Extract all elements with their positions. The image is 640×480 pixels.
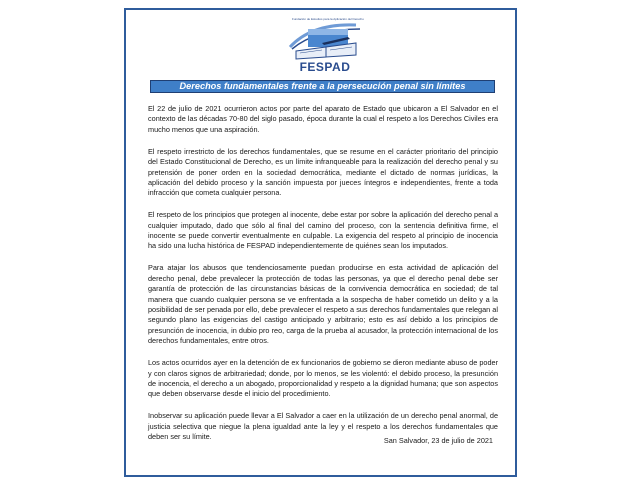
document-frame xyxy=(124,8,517,477)
paragraph-5: Los actos ocurridos ayer en la detención de ex funcionarios de gobierno se dieron mediante abuso de poder y con claros signos de arbitrariedad; donde, por lo menos, se les violentó: el debido proceso, la presunción de inocencia, el derecho a un abogado, proporcionalidad y respeto a la dignidad humana; que son aspectos que deben observarse desde el inicio del procedimiento. xyxy=(148,358,498,399)
open-book-icon xyxy=(282,17,368,61)
logo-tagline: Fundación de Estudios para la Aplicación del Derecho xyxy=(292,17,364,21)
document-title: Derechos fundamentales frente a la persecución penal sin límites xyxy=(150,80,495,93)
logo-wordmark: FESPAD xyxy=(299,60,351,74)
document-body xyxy=(148,104,498,454)
signoff-date: San Salvador, 23 de julio de 2021 xyxy=(383,436,493,445)
paragraph-4: Para atajar los abusos que tendenciosamente puedan producirse en esta actividad de aplicación del derecho penal, debe prevalecer la protección de todas las personas, ya que el derecho penal debe ser garantía de protección de las circunstancias básicas de la convivencia democrática en sociedad; de tal manera que cuando cualquier persona se ve enfrentada a la sospecha de haber cometido un delito y a la posibilidad de ser penada por ello, debe prevalecer el respeto a sus derechos fundamentales que relegan al segundo plano las exigencias del castigo anticipado y arbitrario; esto es así debido a los principios de presunción de inocencia, in dubio pro reo, carga de la prueba al acusador, la protección internacional de los derechos fundamentales, entre otros. xyxy=(148,263,498,346)
paragraph-3: El respeto de los principios que protegen al inocente, debe estar por sobre la aplicación del derecho penal a cualquier imputado, dado que sólo al final del camino del proceso, con la sentencia definitiva firme, el inocente se puede convertir eventualmente en culpable. La exigencia del respeto al principio de inocencia ha sido una lucha histórica de FESPAD independientemente de quiénes sean los imputados. xyxy=(148,210,498,251)
paragraph-1: El 22 de julio de 2021 ocurrieron actos por parte del aparato de Estado que ubicaron a El Salvador en el contexto de las décadas 70-80 del siglo pasado, época durante la cual el respeto a los Derechos Civiles era mucho menos que una aspiración. xyxy=(148,104,498,134)
paragraph-2: El respeto irrestricto de los derechos fundamentales, que se resume en el carácter prioritario del principio del Estado Constitucional de Derecho, es un límite infranqueable para la realización del derecho penal y su pretensión de poner orden en la sociedad democrática, mediante el dictado de normas jurídicas, la aplicación del debido proceso y la sanción impuesta por jueces íntegros e independientes, frente a toda infracción que cometa cualquier persona. xyxy=(148,146,498,198)
fespad-logo xyxy=(282,17,368,75)
paragraph-6: Inobservar su aplicación puede llevar a El Salvador a caer en la utilización de un derecho penal anormal, de justicia selectiva que niegue la plena igualdad ante la ley y el respeto a los derechos fundamentales que deben ser su límite. xyxy=(148,411,498,442)
